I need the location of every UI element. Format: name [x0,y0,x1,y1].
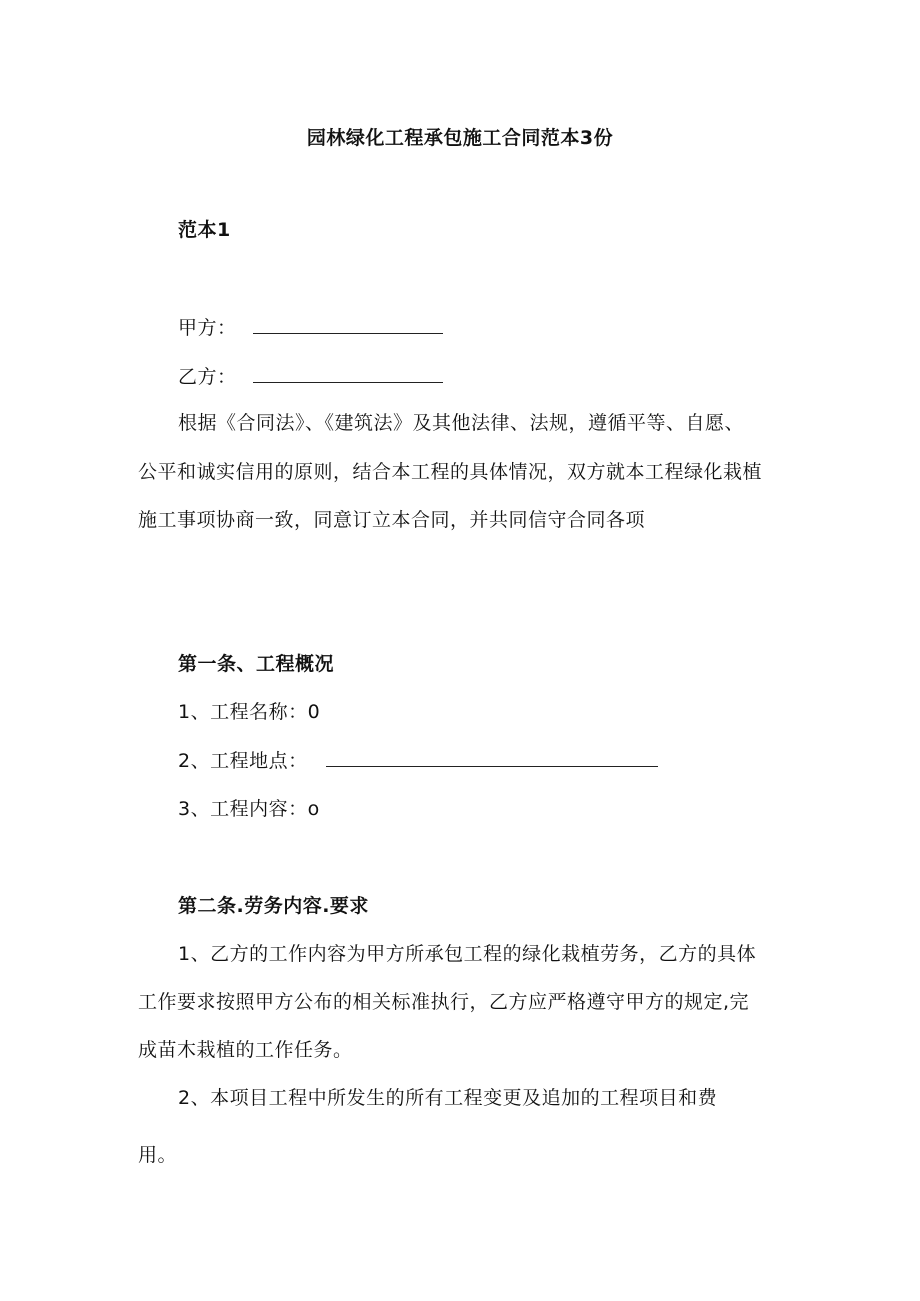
party-b-blank[interactable] [253,364,443,383]
document-title: 园林绿化工程承包施工合同范本3份 [306,127,614,149]
article1-heading: 第一条、工程概况 [178,653,335,675]
article2-para2-line-1: 2、本项目工程中所发生的所有工程变更及追加的工程项目和费 [178,1087,718,1109]
sample-heading: 范本1 [178,219,231,241]
preamble-line-3: 施工事项协商一致，同意订立本合同，并共同信守合同各项 [138,509,646,531]
preamble-line-2: 公平和诚实信用的原则，结合本工程的具体情况，双方就本工程绿化栽植 [138,461,763,483]
article1-item-name: 1、工程名称：0 [178,701,321,723]
location-blank[interactable] [326,748,658,767]
article2-para1-line-1: 1、乙方的工作内容为甲方所承包工程的绿化栽植劳务，乙方的具体 [178,943,757,965]
party-a-label: 甲方： [178,317,237,339]
article1-item-location-label: 2、工程地点： [178,750,308,772]
article1-item-location-line [178,748,658,773]
party-a-line [178,315,443,340]
preamble-line-1: 根据《合同法》、《建筑法》及其他法律、法规，遵循平等、自愿、 [178,412,745,434]
article2-para1-line-2: 工作要求按照甲方公布的相关标准执行，乙方应严格遵守甲方的规定,完 [138,991,750,1013]
article2-para2-line-2: 用。 [138,1144,178,1166]
party-b-line [178,364,443,389]
article2-heading: 第二条.劳务内容.要求 [178,895,369,917]
party-a-blank[interactable] [253,315,443,334]
article2-para1-line-3: 成苗木栽植的工作任务。 [138,1039,353,1061]
party-b-label: 乙方： [178,366,237,388]
article1-item-content: 3、工程内容：o [178,798,320,820]
